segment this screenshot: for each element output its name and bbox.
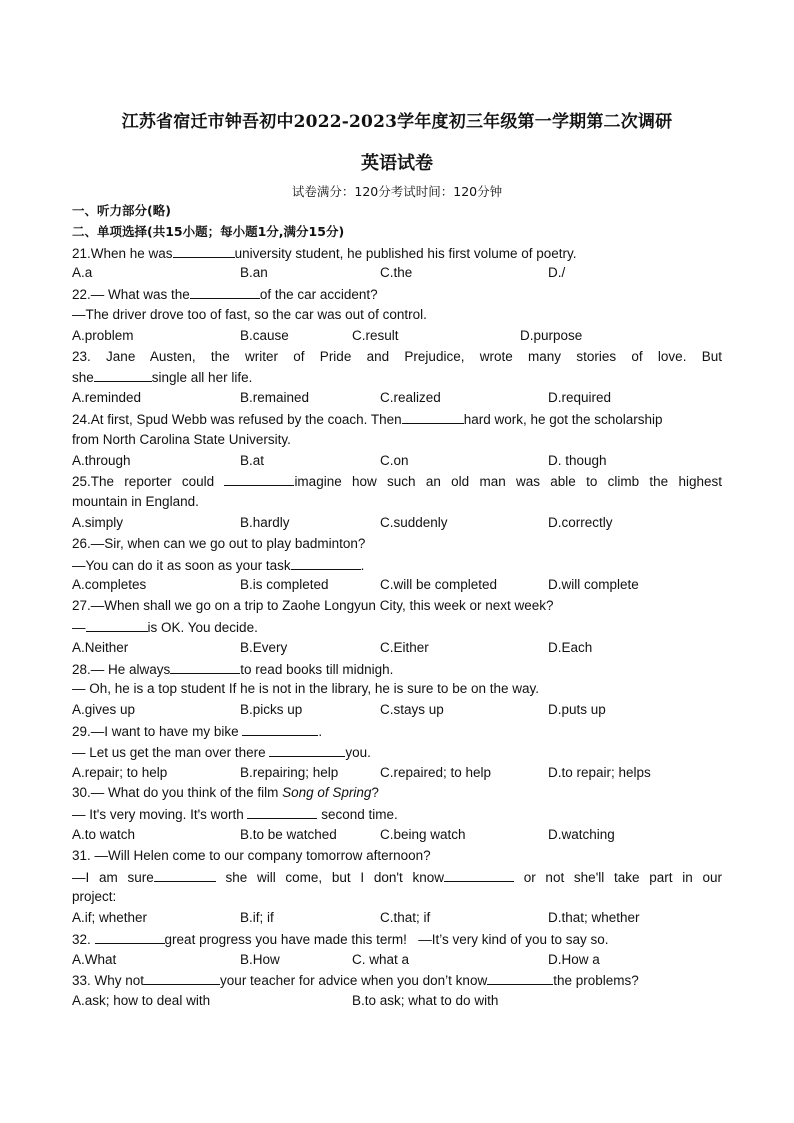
option-c: C.repaired; to help — [380, 764, 492, 780]
question-31-options — [72, 908, 722, 929]
question-29-stem: 29.—I want to have my bike . — [72, 721, 722, 742]
option-b: B.if; if — [240, 910, 274, 926]
question-26-options — [72, 575, 722, 596]
answer-blank — [247, 804, 317, 819]
option-b: B.picks up — [240, 702, 303, 718]
option-d: D.correctly — [548, 514, 613, 530]
question-23-stem-cont: she single all her life. — [72, 367, 722, 388]
question-28-options — [72, 700, 722, 721]
option-b: B.at — [240, 452, 265, 468]
option-a: A.reminded — [72, 390, 142, 406]
question-27-reply: — is OK. You decide. — [72, 617, 722, 638]
option-a: A.through — [72, 452, 131, 468]
option-c: C.Either — [380, 639, 429, 655]
question-26-stem: 26.—Sir, when can we go out to play badminton? — [72, 535, 366, 551]
answer-blank — [170, 659, 240, 674]
question-31-reply: —I am sure she will come, but I don't know or not she'll take part in our — [72, 867, 722, 888]
option-d: D.How a — [548, 951, 600, 967]
option-b: B.repairing; help — [240, 764, 339, 780]
option-b: B.is completed — [240, 577, 329, 593]
question-25-stem: 25.The reporter could imagine how such an old man was able to climb the highest — [72, 471, 722, 492]
question-21-options — [72, 263, 722, 284]
option-a: A.ask; how to deal with — [72, 993, 211, 1009]
option-c: C.realized — [380, 390, 441, 406]
option-b: B.to ask; what to do with — [352, 993, 499, 1009]
option-d: D.that; whether — [548, 910, 640, 926]
exam-title: 江苏省宿迁市钟吾初中2022-2023学年度初三年级第一学期第二次调研 — [121, 112, 673, 132]
subject-title: 英语试卷 — [361, 153, 433, 174]
option-a: A.problem — [72, 327, 134, 343]
option-b: B.to be watched — [240, 826, 337, 842]
option-b: B.cause — [240, 327, 289, 343]
question-28-stem: 28.— He always to read books till midnigh. — [72, 659, 722, 680]
question-21-stem: 21.When he was university student, he published his first volume of poetry. — [72, 243, 722, 264]
option-c: C.that; if — [380, 910, 431, 926]
option-a: A.completes — [72, 577, 147, 593]
option-c: C.the — [380, 265, 413, 281]
question-33-options — [72, 991, 722, 1012]
section-single-choice: 二、单项选择(共15小题；每小题1分,满分15分) — [72, 223, 345, 239]
answer-blank — [224, 471, 294, 486]
option-b: B.an — [240, 265, 268, 281]
answer-blank — [402, 409, 464, 424]
question-30-options — [72, 825, 722, 846]
question-22-reply: —The driver drove too of fast, so the car was out of control. — [72, 306, 427, 322]
answer-blank — [94, 367, 152, 382]
question-31-reply-cont: project: — [72, 889, 117, 905]
answer-blank — [144, 970, 220, 985]
option-c: C. what a — [352, 951, 410, 967]
answer-blank — [154, 867, 216, 882]
option-d: D.purpose — [520, 327, 583, 343]
question-27-options — [72, 638, 722, 659]
question-26-reply: —You can do it as soon as your task . — [72, 555, 722, 576]
question-22-stem: 22.— What was the of the car accident? — [72, 284, 722, 305]
question-25-options — [72, 513, 722, 534]
answer-blank — [487, 970, 553, 985]
question-30-stem: 30.— What do you think of the film Song of Spring? — [72, 785, 379, 801]
question-33-stem: 33. Why not your teacher for advice when you don’t know the problems? — [72, 970, 722, 991]
option-b: B.Every — [240, 639, 288, 655]
question-23-stem: 23. Jane Austen, the writer of Pride and Prejudice, wrote many stories of love. But — [72, 348, 722, 364]
question-25-stem-cont: mountain in England. — [72, 494, 199, 510]
question-22-options — [72, 326, 722, 347]
option-a: A.a — [72, 265, 93, 281]
answer-blank — [95, 929, 165, 944]
option-a: A.if; whether — [72, 910, 148, 926]
option-a: A.gives up — [72, 702, 136, 718]
answer-blank — [86, 617, 148, 632]
film-title: Song of Spring — [282, 785, 372, 801]
option-c: C.stays up — [380, 702, 444, 718]
question-24-stem-cont: from North Carolina State University. — [72, 431, 291, 447]
option-d: D.will complete — [548, 577, 639, 593]
option-a: A.What — [72, 951, 117, 967]
option-b: B.hardly — [240, 514, 290, 530]
question-29-options — [72, 763, 722, 784]
exam-meta: 试卷满分：120分考试时间：120分钟 — [291, 184, 503, 199]
option-c: C.will be completed — [380, 577, 498, 593]
question-24-options — [72, 451, 722, 472]
question-30-reply: — It's very moving. It's worth second time. — [72, 804, 722, 825]
option-c: C.being watch — [380, 826, 466, 842]
answer-blank — [190, 284, 260, 299]
option-d: D./ — [548, 265, 566, 281]
question-27-stem: 27.—When shall we go on a trip to Zaohe Longyun City, this week or next week? — [72, 598, 554, 614]
option-c: C.suddenly — [380, 514, 448, 530]
option-c: C.result — [352, 327, 399, 343]
option-c: C.on — [380, 452, 409, 468]
question-31-stem: 31. —Will Helen come to our company tomorrow afternoon? — [72, 847, 431, 863]
exam-content — [72, 201, 722, 1012]
question-23-options — [72, 388, 722, 409]
answer-blank — [242, 721, 318, 736]
answer-blank — [444, 867, 514, 882]
question-28-reply: — Oh, he is a top student If he is not in the library, he is sure to be on the way. — [72, 681, 540, 697]
option-b: B.remained — [240, 390, 310, 406]
option-d: D.Each — [548, 639, 593, 655]
question-32-options — [72, 950, 722, 971]
option-d: D.to repair; helps — [548, 764, 651, 780]
answer-blank — [173, 243, 235, 258]
option-a: A.to watch — [72, 826, 136, 842]
answer-blank — [269, 742, 345, 757]
option-a: A.repair; to help — [72, 764, 168, 780]
answer-blank — [291, 555, 361, 570]
option-b: B.How — [240, 951, 280, 967]
option-a: A.Neither — [72, 639, 129, 655]
question-24-stem: 24.At first, Spud Webb was refused by the coach. Then hard work, he got the scholarship — [72, 409, 722, 430]
question-29-reply: — Let us get the man over there you. — [72, 742, 722, 763]
option-d: D.watching — [548, 826, 615, 842]
question-32-stem: 32. great progress you have made this term! —It’s very kind of you to say so. — [72, 929, 722, 950]
option-d: D.puts up — [548, 702, 606, 718]
option-d: D.required — [548, 390, 612, 406]
section-listening: 一、听力部分(略) — [72, 203, 171, 218]
option-a: A.simply — [72, 514, 124, 530]
option-d: D. though — [548, 452, 607, 468]
